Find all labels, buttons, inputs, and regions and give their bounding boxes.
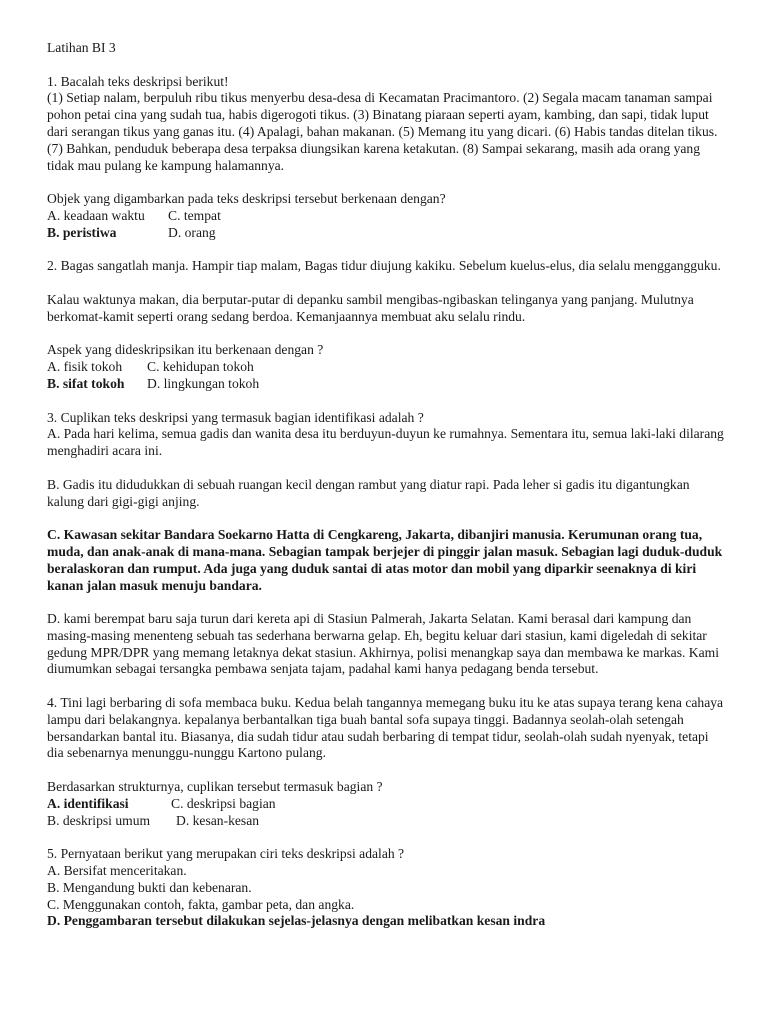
q4-question: Berdasarkan strukturnya, cuplikan tersebut termasuk bagian ? (47, 779, 383, 795)
q1-options-row-2 (47, 225, 727, 242)
q4-passage: 4. Tini lagi berbaring di sofa membaca buku. Kedua belah tangannya memegang buku itu ke atas supaya terang kena cahaya lampu dari belakangnya. kepalanya berbantalkan tiga buah bantal sofa supaya tinggi. Badannya seolah-olah setengah bersandarkan bantal itu. Biasanya, dia sudah tidur atau sudah berbaring di tempat tidur, seolah-olah sudah nyenyak, tetapi dia sebenarnya menunggu-nunggu Kartono pulang. (47, 695, 724, 761)
q1-option-a: A. keadaan waktu (47, 207, 145, 223)
q4-option-d: D. kesan-kesan (176, 812, 260, 828)
q3-option-a: A. Pada hari kelima, semua gadis dan wanita desa itu berduyun-duyun ke rumahnya. Sementara itu, semua laki-laki dilarang menghadiri acara ini. (47, 426, 724, 459)
q2-option-c: C. kehidupan tokoh (147, 359, 254, 375)
q5-question: 5. Pernyataan berikut yang merupakan ciri teks deskripsi adalah ? (47, 846, 405, 862)
q2-option-d: D. lingkungan tokoh (147, 375, 260, 391)
q2-options-row-1 (47, 359, 727, 376)
q4-option-c: C. deskripsi bagian (171, 795, 276, 811)
q4-option-b: B. deskripsi umum (47, 812, 151, 828)
q2-question: Aspek yang dideskripsikan itu berkenaan dengan ? (47, 342, 324, 358)
q2-option-a: A. fisik tokoh (47, 359, 123, 375)
q1-option-b-answer: B. peristiwa (47, 224, 117, 240)
q3-question: 3. Cuplikan teks deskripsi yang termasuk bagian identifikasi adalah ? (47, 409, 424, 425)
q2-option-b-answer: B. sifat tokoh (47, 375, 125, 391)
q3-option-b: B. Gadis itu didudukkan di sebuah ruangan kecil dengan rambut yang diatur rapi. Pada leher si gadis itu digantungkan kalung dari gigi-gigi anjing. (47, 476, 690, 509)
q3-option-c-answer: C. Kawasan sekitar Bandara Soekarno Hatta di Cengkareng, Jakarta, dibanjiri manusia. Kerumunan orang tua, muda, dan anak-anak di mana-mana. Sebagian tampak berjejer di pinggir jalan masuk. Sebagian lagi duduk-duduk beralaskoran dan rumput. Ada juga yang duduk santai di atas motor dan mobil yang diparkir seenaknya di kiri kanan jalan masuk menuju bandara. (47, 527, 723, 593)
q1-question: Objek yang digambarkan pada teks deskripsi tersebut berkenaan dengan? (47, 191, 446, 207)
q4-options-row-1 (47, 796, 727, 813)
q2-passage-2: Kalau waktunya makan, dia berputar-putar di depanku sambil mengibas-ngibaskan telinganya yang panjang. Mulutnya berkomat-kamit seperti orang sedang berdoa. Kemanjaannya membuat aku selalu rindu. (47, 291, 694, 324)
q1-passage: (1) Setiap nalam, berpuluh ribu tikus menyerbu desa-desa di Kecamatan Pracimantoro. (2) Segala macam tanaman sampai pohon petai cina yang sudah tua, habis digerogoti tikus. (3) Binatang piaraan seperti ayam, kambing, dan sapi, tidak luput dari serangan tikus yang ganas itu. (4) Apalagi, bahan makanan. (5) Memang itu yang dicari. (6) Habis tandas ditelan tikus. (7) Bahkan, penduduk beberapa desa terpaksa diungsikan karena ketakutan. (8) Sampai sekarang, masih ada orang yang tidak mau pulang ke kampung halamannya. (47, 90, 718, 173)
q3-option-d: D. kami berempat baru saja turun dari kereta api di Stasiun Palmerah, Jakarta Selatan. Kami berasal dari kampung dan masing-masing menenteng sebuah tas sederhana berwarna gelap. Eh, begitu keluar dari stasiun, kami digeledah di sekitar gedung MPR/DPR yang memang letaknya dekat stasiun. Akhirnya, polisi menangkap saya dan membawa ke markas. Kami diumumkan sebagai tersangka pembawa senjata tajam, padahal kami hanya pedagang benda tersebut. (47, 611, 719, 677)
document-page (47, 40, 727, 930)
q1-prompt: 1. Bacalah teks deskripsi berikut! (47, 73, 229, 89)
q4-options-row-2 (47, 813, 727, 830)
q5-option-b: B. Mengandung bukti dan kebenaran. (47, 879, 252, 895)
q5-option-c: C. Menggunakan contoh, fakta, gambar peta, dan angka. (47, 896, 355, 912)
document-title: Latihan BI 3 (47, 40, 116, 55)
q2-passage-1: 2. Bagas sangatlah manja. Hampir tiap malam, Bagas tidur diujung kakiku. Sebelum kuelus-elus, dia selalu menggangguku. (47, 258, 721, 274)
q1-options-row-1 (47, 208, 727, 225)
q1-option-c: C. tempat (168, 207, 221, 223)
q4-option-a-answer: A. identifikasi (47, 795, 129, 811)
q1-option-d: D. orang (168, 224, 216, 240)
q5-option-a: A. Bersifat menceritakan. (47, 863, 187, 879)
q2-options-row-2 (47, 376, 727, 393)
q5-option-d-answer: D. Penggambaran tersebut dilakukan sejelas-jelasnya dengan melibatkan kesan indra (47, 913, 546, 929)
